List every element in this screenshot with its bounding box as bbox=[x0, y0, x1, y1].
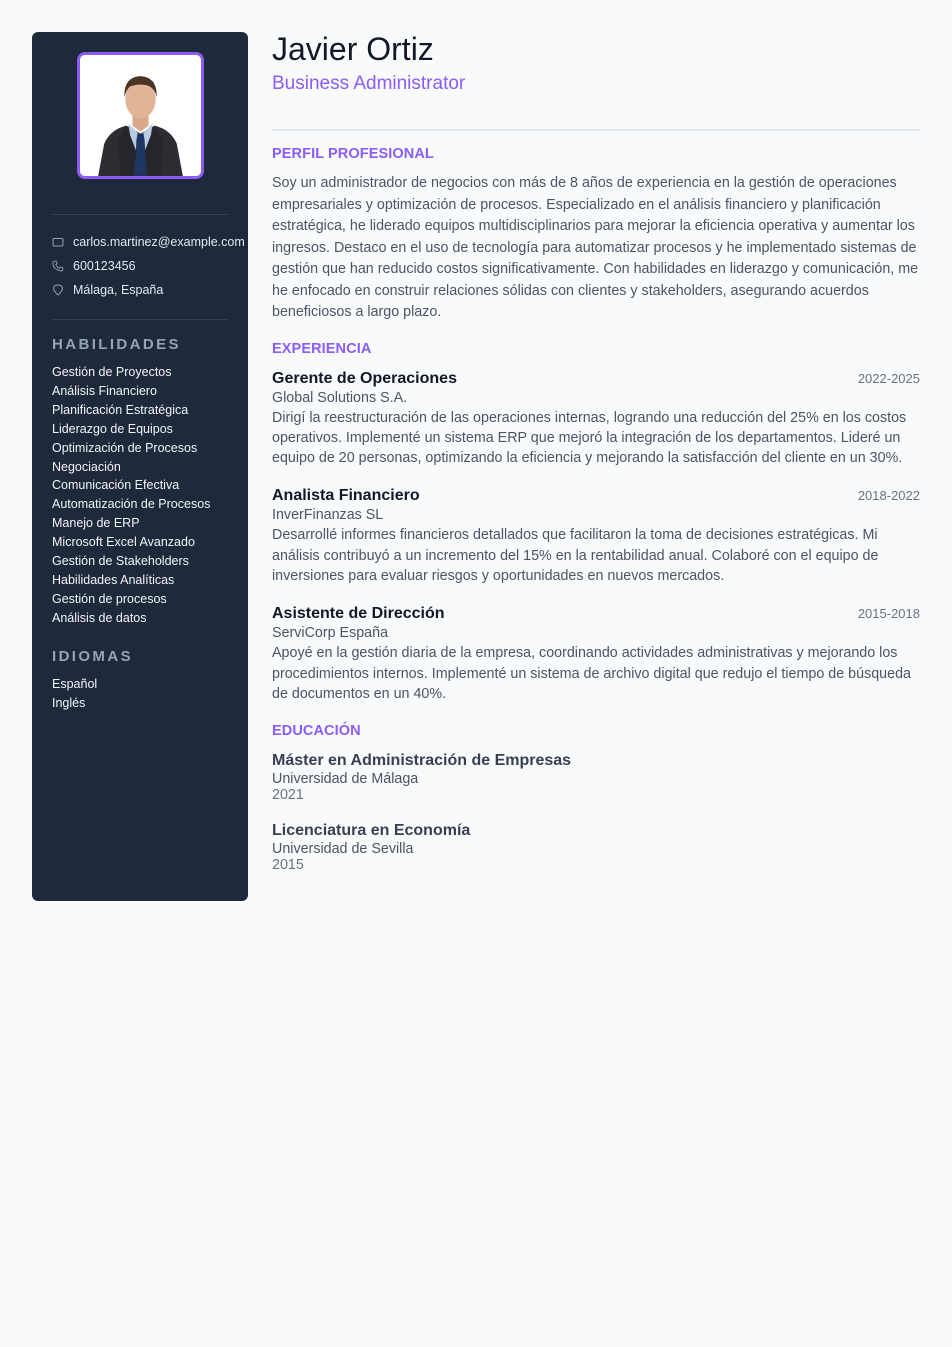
main-content bbox=[272, 30, 920, 873]
job-company: Global Solutions S.A. bbox=[272, 389, 408, 406]
job-dates: 2022-2025 bbox=[857, 370, 920, 386]
skill-item: Gestión de procesos bbox=[52, 591, 167, 606]
candidate-name: Javier Ortiz bbox=[272, 31, 434, 67]
skills-list bbox=[52, 363, 242, 628]
map-pin-icon bbox=[52, 284, 64, 296]
skill-item: Habilidades Analíticas bbox=[52, 572, 175, 587]
language-item: Español bbox=[52, 677, 98, 691]
job-title: Asistente de Dirección bbox=[272, 605, 445, 623]
education-entry bbox=[272, 821, 920, 873]
job-description: Dirigí la reestructuración de las operaciones internas, logrando una reducción del 25% en los costos operativos. Implementé un sistema ERP que mejoró la integración de los departamentos. Lideré un equipo de 20 personas, optimizando la eficiencia y mejorando la satisfacción del cliente en un 30%. bbox=[272, 409, 907, 467]
job-description: Apoyé en la gestión diaria de la empresa, coordinando actividades administrativas y mejorando los procedimientos internos. Implementé un sistema de archivo digital que redujo el tiempo de búsqueda de documentos en un 40%. bbox=[272, 645, 911, 702]
education-entry bbox=[272, 751, 920, 803]
profile-summary: Soy un administrador de negocios con más de 8 años de experiencia en la gestión de operaciones empresariales y optimización de procesos. Especializado en el análisis financiero y planificación estratégica, he liderado equipos multidisciplinarios para mejorar la eficiencia operativa y aumentar los ingresos. Destaco en el uso de tecnología para automatizar procesos y he implementado sistemas de gestión que han reducido costos significativamente. Con habilidades en liderazgo y comunicación, me he enfocado en construir relaciones sólidas con clientes y stakeholders, asegurando acuerdos beneficiosos a largo plazo. bbox=[272, 175, 919, 320]
job-entry bbox=[272, 486, 920, 586]
job-entry bbox=[272, 604, 920, 704]
skill-item: Negociación bbox=[52, 459, 121, 474]
header-divider bbox=[272, 129, 920, 131]
sidebar-divider bbox=[52, 319, 228, 320]
skills-section bbox=[52, 336, 242, 628]
education-heading: EDUCACIÓN bbox=[272, 723, 361, 740]
languages-section bbox=[52, 648, 242, 713]
languages-heading: IDIOMAS bbox=[52, 648, 133, 665]
profile-heading: PERFIL PROFESIONAL bbox=[272, 146, 434, 162]
skill-item: Liderazgo de Equipos bbox=[52, 421, 173, 436]
candidate-role: Business Administrator bbox=[272, 73, 466, 94]
skill-item: Análisis de datos bbox=[52, 610, 147, 625]
profile-photo bbox=[77, 52, 204, 179]
education-school: Universidad de Málaga bbox=[272, 771, 419, 788]
education-school: Universidad de Sevilla bbox=[272, 841, 414, 858]
skill-item: Planificación Estratégica bbox=[52, 402, 189, 417]
contact-phone[interactable] bbox=[52, 254, 262, 278]
contact-email[interactable] bbox=[52, 230, 262, 254]
job-title: Analista Financiero bbox=[272, 487, 420, 505]
job-company: ServiCorp España bbox=[272, 625, 389, 642]
job-dates: 2015-2018 bbox=[857, 606, 920, 622]
job-entry bbox=[272, 369, 920, 469]
job-title: Gerente de Operaciones bbox=[272, 369, 457, 387]
skills-heading: HABILIDADES bbox=[52, 336, 181, 353]
education-degree: Licenciatura en Economía bbox=[272, 822, 471, 840]
skill-item: Comunicación Efectiva bbox=[52, 478, 180, 493]
phone-text: 600123456 bbox=[73, 259, 136, 273]
mail-icon bbox=[52, 236, 64, 248]
education-section bbox=[272, 723, 920, 873]
skill-item: Análisis Financiero bbox=[52, 383, 157, 398]
job-company: InverFinanzas SL bbox=[272, 507, 384, 524]
skill-item: Optimización de Procesos bbox=[52, 440, 198, 455]
email-text: carlos.martinez@example.com bbox=[73, 235, 245, 249]
education-year: 2021 bbox=[272, 787, 304, 804]
job-dates: 2018-2022 bbox=[857, 488, 920, 504]
education-degree: Máster en Administración de Empresas bbox=[272, 752, 572, 770]
sidebar bbox=[32, 32, 248, 901]
skill-item: Gestión de Stakeholders bbox=[52, 554, 189, 569]
contact-location bbox=[52, 278, 262, 302]
portrait-illustration bbox=[80, 55, 201, 176]
location-text: Málaga, España bbox=[73, 283, 164, 297]
skill-item: Microsoft Excel Avanzado bbox=[52, 535, 195, 550]
job-description: Desarrollé informes financieros detallados que facilitaron la toma de decisiones estratégicas. Mi análisis contribuyó a un incremento del 15% en la rentabilidad anual. Colaboré con el equipo de inversiones para evaluar riesgos y oportunidades en nuevos mercados. bbox=[272, 527, 879, 584]
sidebar-divider bbox=[52, 214, 228, 215]
skill-item: Manejo de ERP bbox=[52, 516, 140, 531]
language-item: Inglés bbox=[52, 695, 86, 710]
skill-item: Automatización de Procesos bbox=[52, 497, 211, 512]
skill-item: Gestión de Proyectos bbox=[52, 365, 172, 379]
phone-icon bbox=[52, 260, 64, 272]
contact-info bbox=[52, 230, 262, 302]
experience-section bbox=[272, 341, 920, 705]
languages-list bbox=[52, 675, 242, 713]
education-year: 2015 bbox=[272, 857, 304, 874]
profile-section bbox=[272, 146, 920, 324]
experience-heading: EXPERIENCIA bbox=[272, 340, 372, 357]
